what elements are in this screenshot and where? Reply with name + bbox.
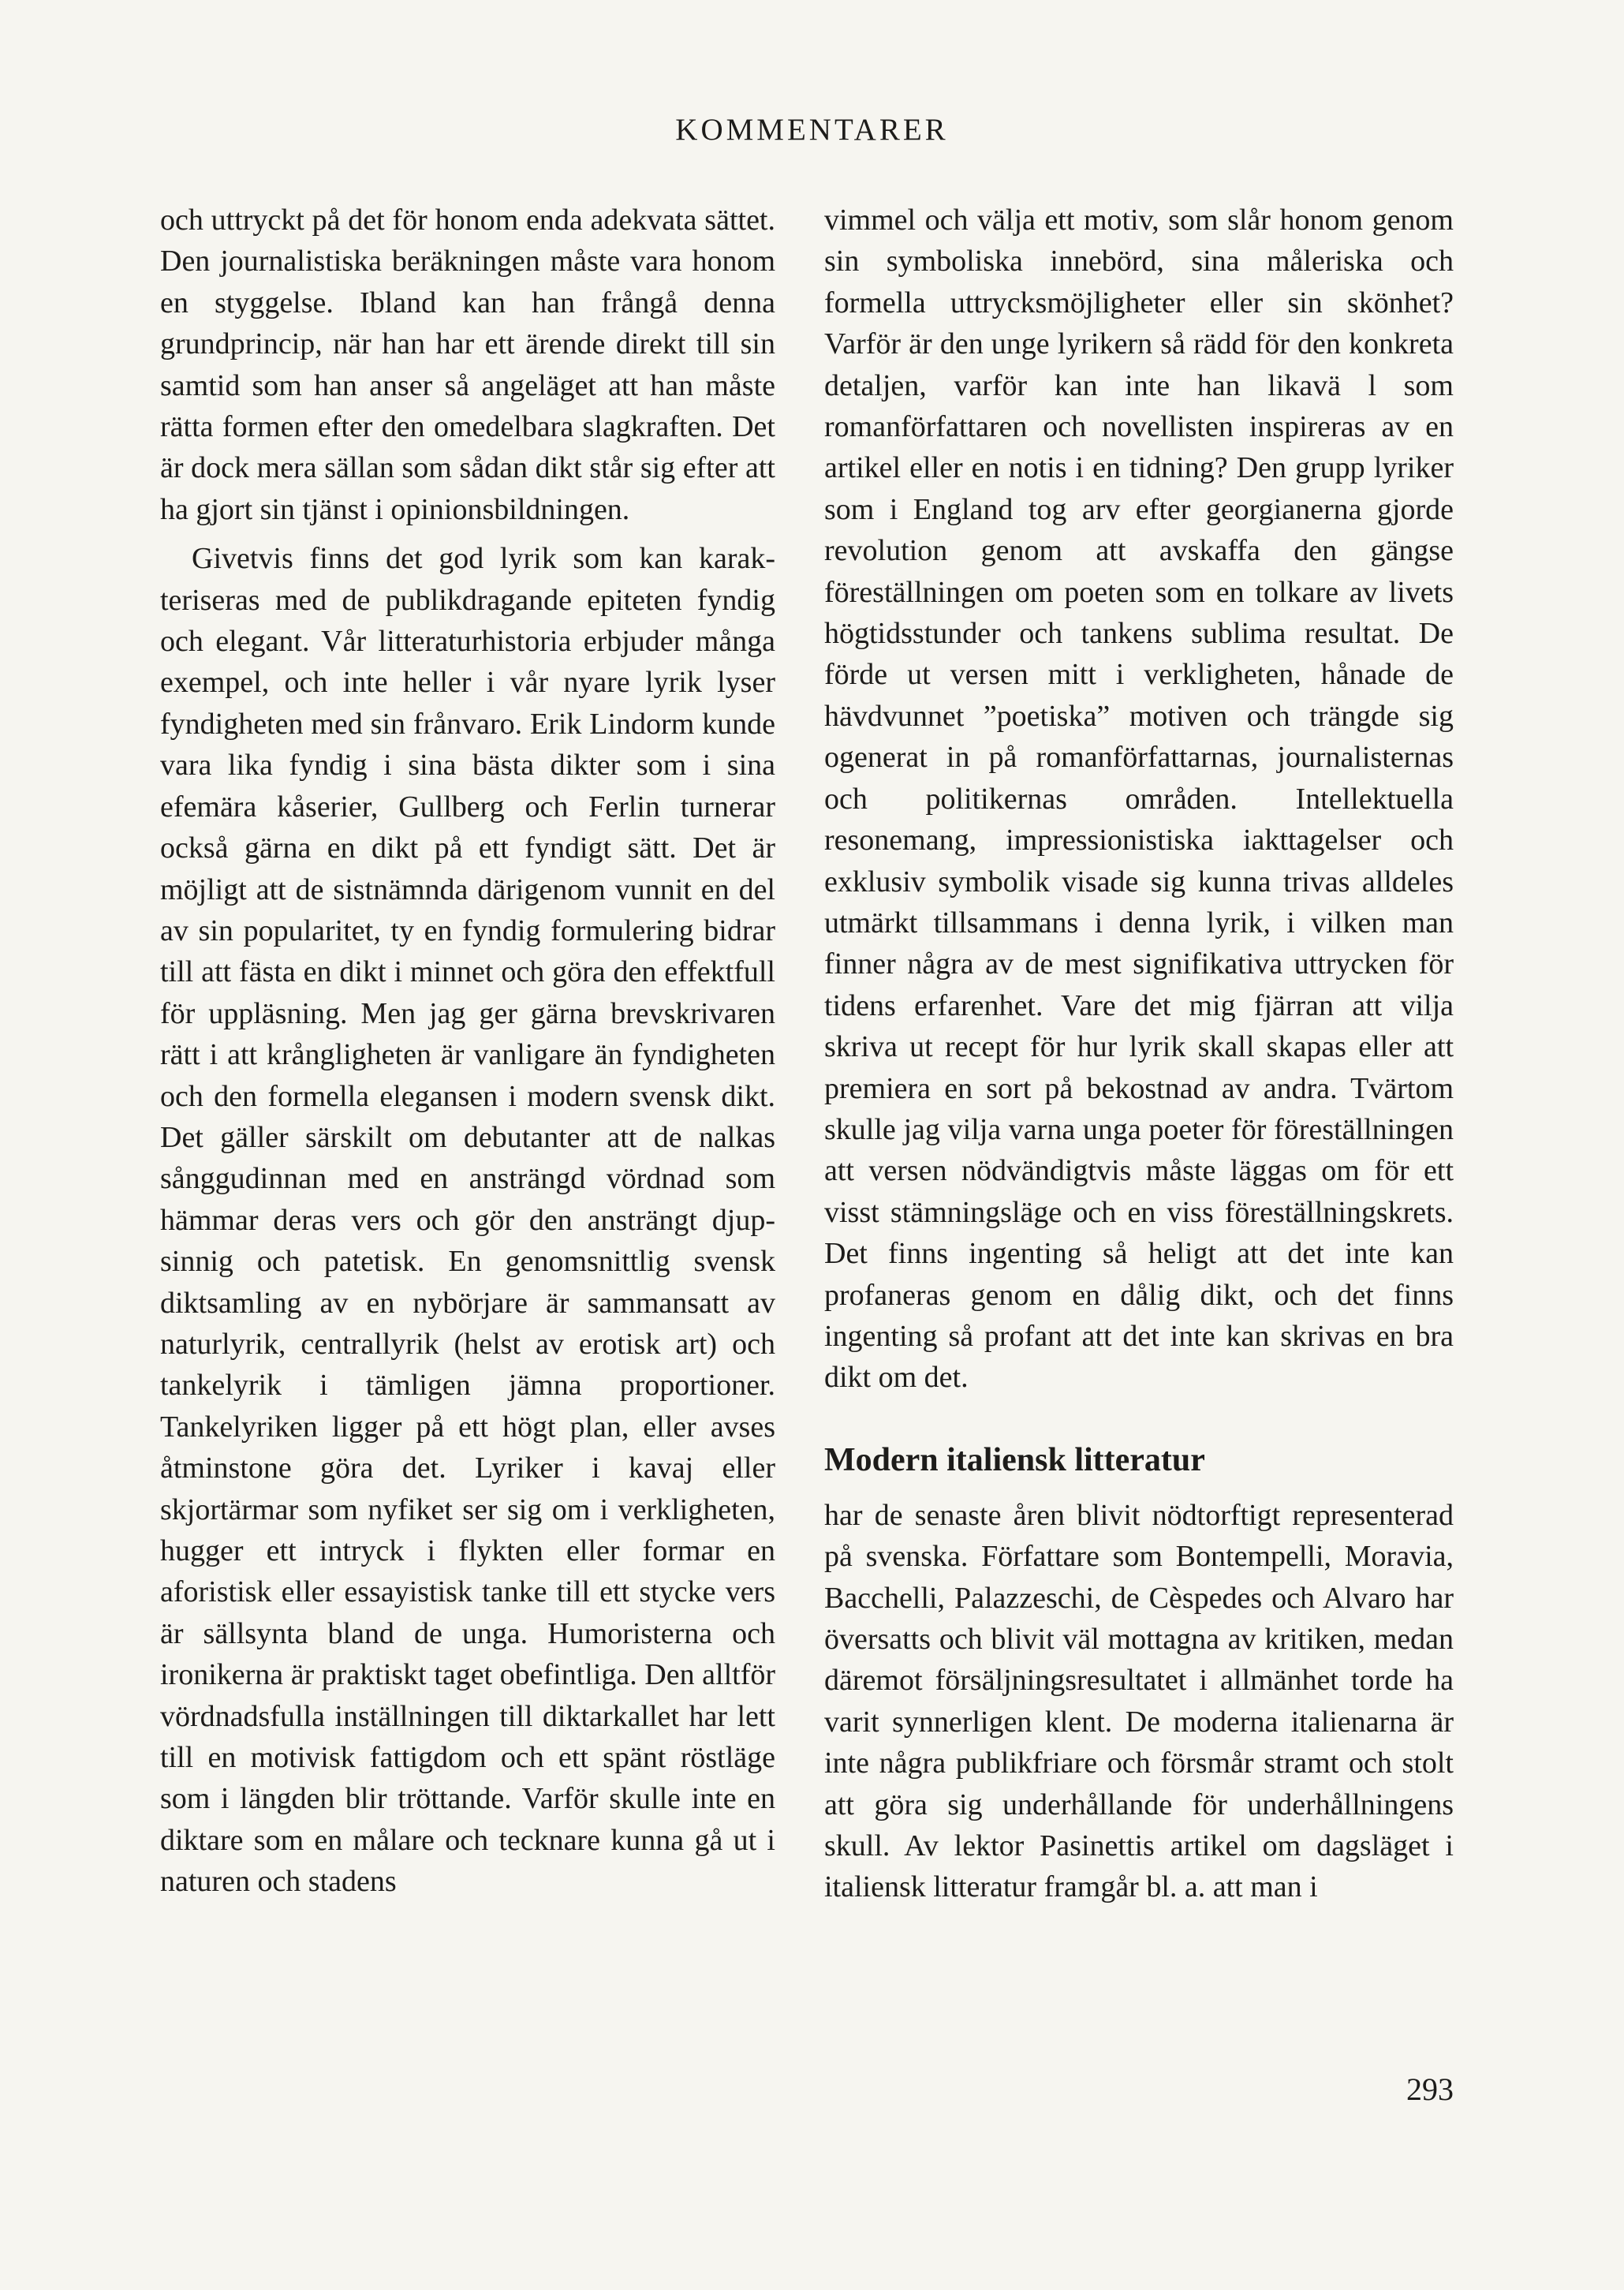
right-column bbox=[824, 200, 1454, 1908]
paragraph: vimmel och välja ett motiv, som slår honom genom sin symboliska innebörd, sina måleriska och formella uttrycksmöjligheter eller sin skönhet? Varför är den unge lyrikern så rädd för den konkreta detaljen, varför kan inte han likavä l som romanförfattaren och novellisten inspireras av en artikel eller en notis i en tidning? Den grupp lyriker som i England tog arv efter georgianerna gjorde revolution genom att avskaffa den gängse föreställningen om poeten som en tolkare av livets högtidsstunder och tankens sublima resultat. De förde ut versen mitt i verkligheten, hånade de hävdvunnet ”poetiska” motiven och trängde sig ogenerat in på romanförfattarnas, journalisternas och politikernas områden. Intellektuella resonemang, impressionistiska iakttagelser och exklusiv symbolik visade sig kunna trivas alldeles utmärkt tillsammans i denna lyrik, i vilken man finner några av de mest signifikativa uttrycken för tidens erfarenhet. Vare det mig fjärran att vilja skriva ut recept för hur lyrik skall skapas eller att premiera en sort på bekostnad av andra. Tvärtom skulle jag vilja varna unga poeter för föreställningen att versen nödvändigtvis måste läggas om för ett visst stämningsläge och en viss föreställningskrets. Det finns ingenting så heligt att det inte kan profaneras genom en dålig dikt, och det finns ingenting så profant att det inte kan skrivas en bra dikt om det. bbox=[824, 204, 1454, 1395]
paragraph: och uttryckt på det för honom enda adekvata sättet. Den journalistiska beräkningen måste vara honom en styggelse. Ibland kan han frångå denna grundprincip, när han har ett ärende direkt till sin samtid som han anser så angeläget att han måste rätta formen efter den omedelbara slagkraften. Det är dock mera sällan som sådan dikt står sig efter att ha gjort sin tjänst i opinionsbildningen. bbox=[160, 204, 775, 526]
running-header: KOMMENTARER bbox=[675, 113, 949, 147]
paragraph: Givetvis finns det god lyrik som kan karakteriseras med de publikdragande epiteten fyndig och elegant. Vår litteraturhistoria erbjuder många exempel, och inte heller i vår nyare lyrik lyser fyndigheten med sin frånvaro. Erik Lindorm kunde vara lika fyndig i sina bästa dikter som i sina efemära kåserier, Gullberg och Ferlin turnerar också gärna en dikt på ett fyndigt sätt. Det är möjligt att de sistnämnda därigenom vunnit en del av sin popularitet, ty en fyndig formulering bidrar till att fästa en dikt i minnet och göra den effektfull för uppläsning. Men jag ger gärna brevskrivaren rätt i att krångligheten är vanligare än fyndigheten och den formella elegansen i modern svensk dikt. Det gäller särskilt om debutanter att de nalkas sånggudinnan med en ansträngd vördnad som hämmar deras vers och gör den ansträngt djupsinnig och patetisk. En genomsnittlig svensk diktsamling av en nybörjare är sammansatt av naturlyrik, centrallyrik (helst av erotisk art) och tankelyrik i tämligen jämna proportioner. Tankelyriken ligger på ett högt plan, eller avses åtminstone göra det. Lyriker i kavaj eller skjortärmar som nyfiket ser sig om i verkligheten, hugger ett intryck i flykten eller formar en aforistisk eller essayistisk tanke till ett stycke vers är sällsynta bland de unga. Humoristerna och ironikerna är praktiskt taget obefintliga. Den alltför vördnadsfulla inställningen till diktarkallet har lett till en motivisk fattigdom och ett spänt röstläge som i längden blir tröttande. Varför skulle inte en diktare som en målare och tecknare kunna gå ut i naturen och stadens bbox=[160, 542, 775, 1899]
page-number: 293 bbox=[1406, 2071, 1454, 2107]
section-heading: Modern italiensk litteratur bbox=[824, 1441, 1205, 1478]
left-column bbox=[160, 200, 775, 1903]
paragraph: har de senaste åren blivit nödtorftigt representerad på svenska. Författare som Bontempelli, Moravia, Bacchelli, Palazzeschi, de Cèspedes och Alvaro har översatts och blivit väl mottagna av kritiken, medan däremot försäljningsresultatet i allmänhet torde ha varit synnerligen klent. De moderna italienarna är inte några publikfriare och försmår stramt och stolt att göra sig underhållande för underhållningens skull. Av lektor Pasinettis artikel om dagsläget i italiensk litteratur framgår bl. a. att man i bbox=[824, 1498, 1454, 1904]
